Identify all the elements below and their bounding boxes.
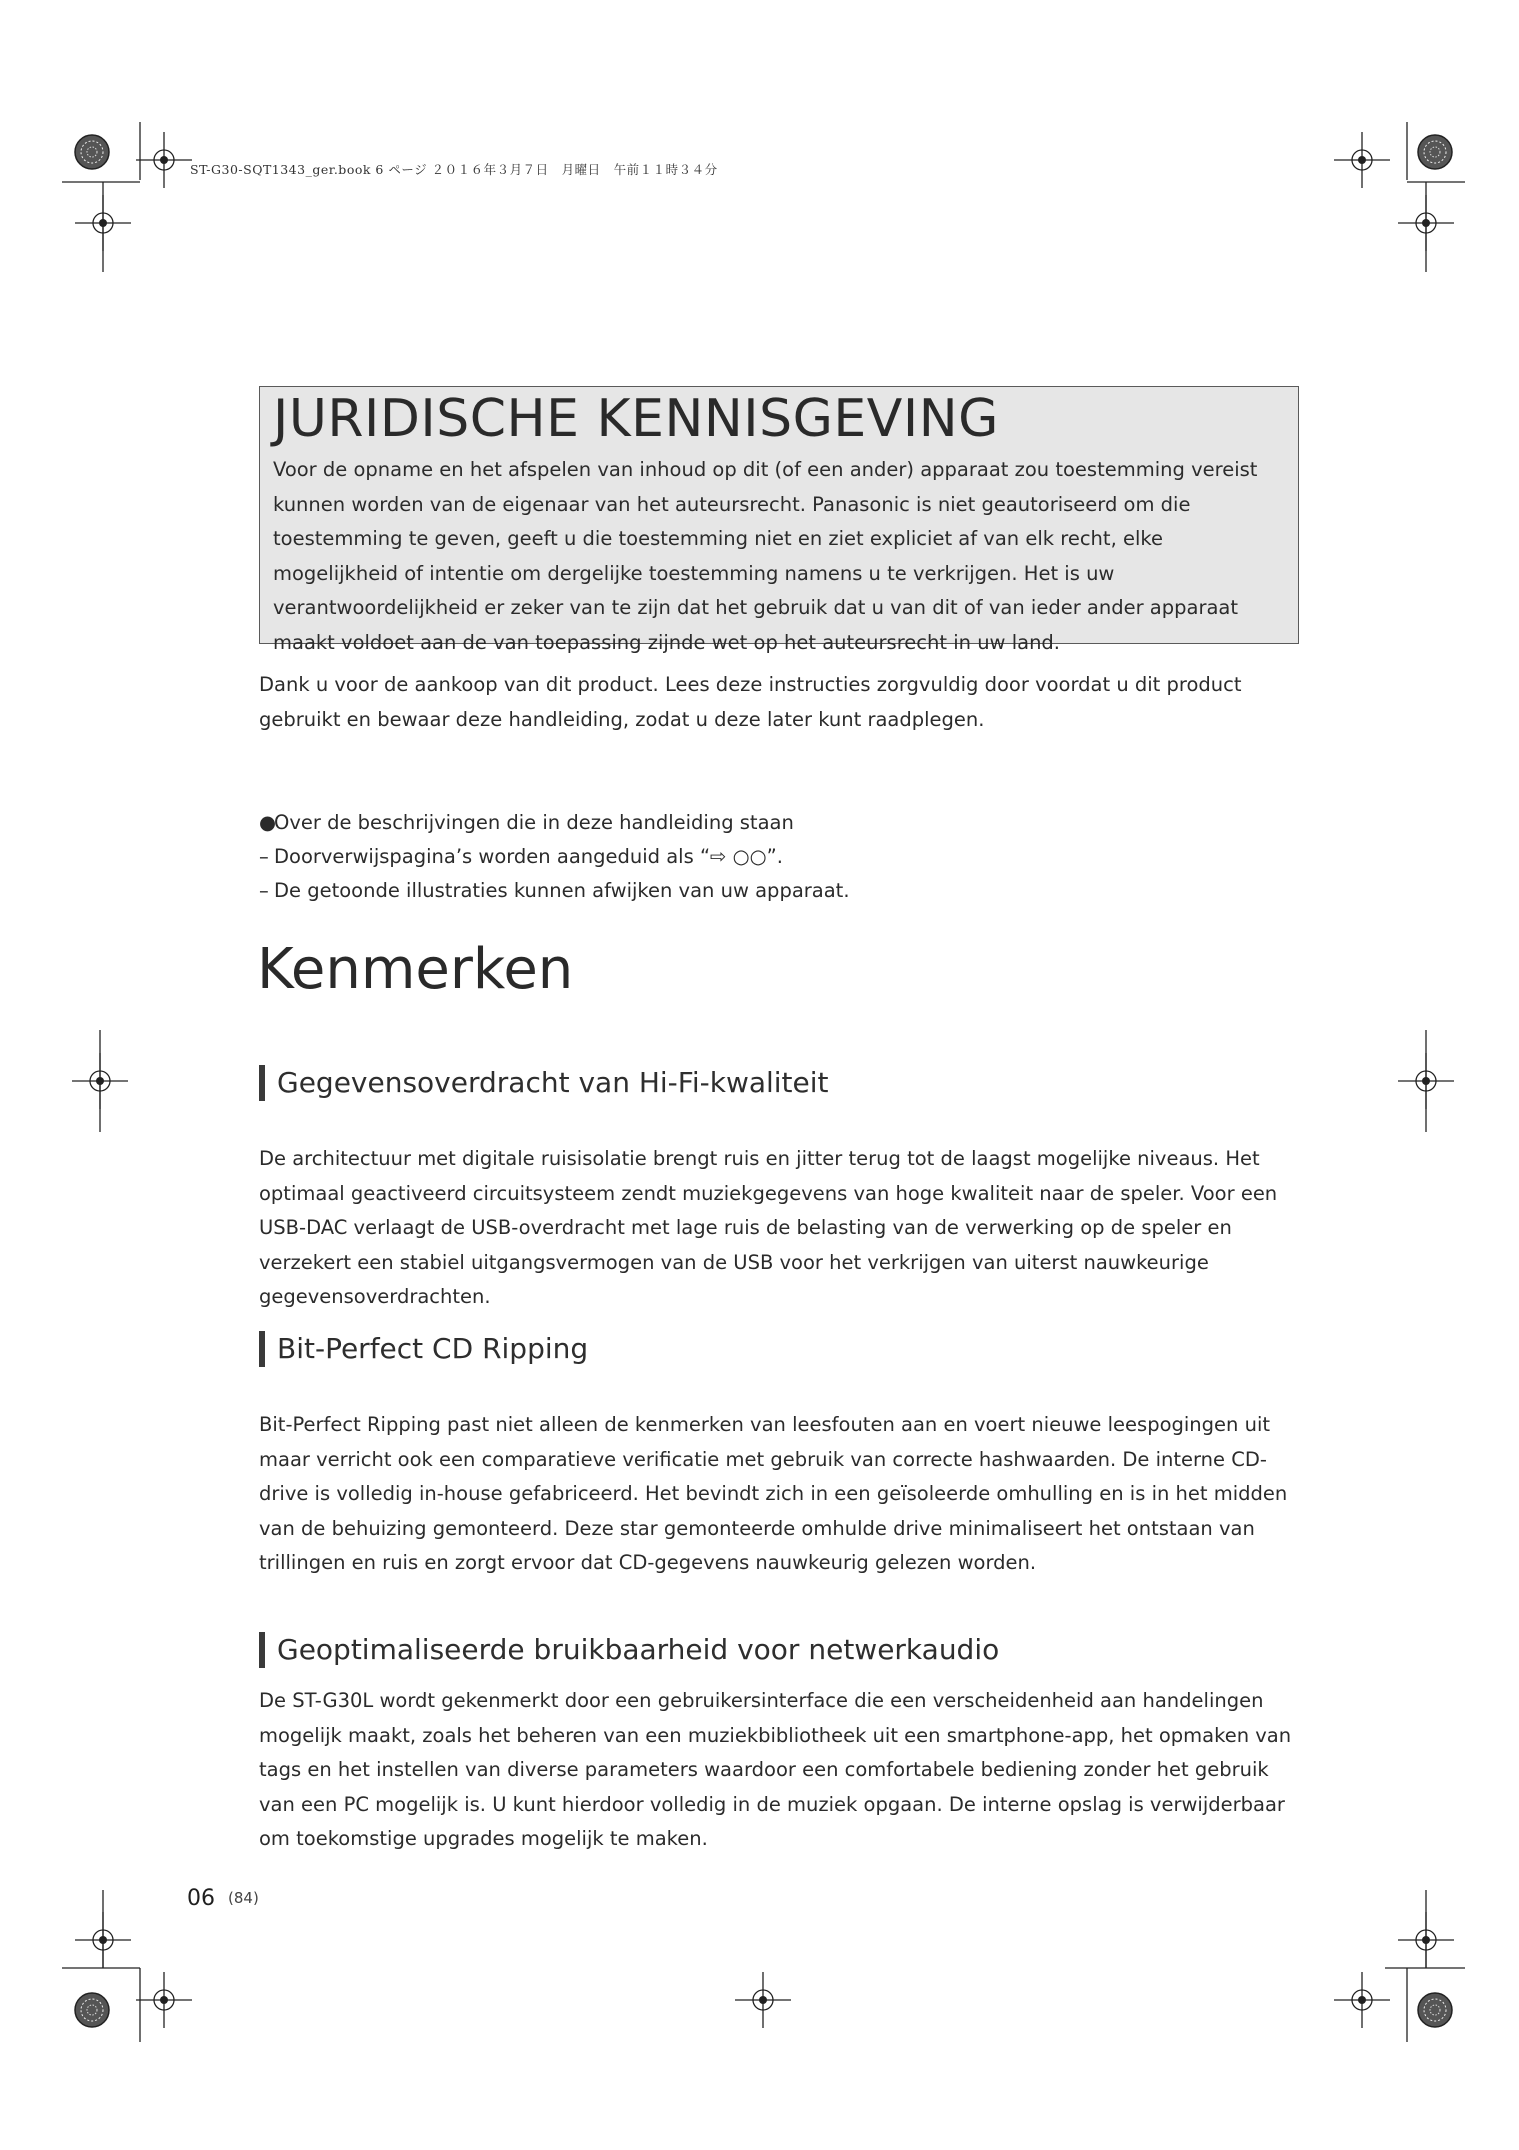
star-mark-icon	[1418, 135, 1452, 169]
sub-page-number: (84)	[228, 1889, 259, 1907]
note-text: Doorverwijspagina’s worden aangeduid als “⇨ ○○”.	[274, 845, 783, 868]
list-item	[259, 806, 794, 841]
note-text: Over de beschrijvingen die in deze handleiding staan	[274, 811, 794, 834]
intro-paragraph: Dank u voor de aankoop van dit product. Lees deze instructies zorgvuldig door voordat u dit product gebruikt en bewaar deze handleiding, zodat u deze later kunt raadplegen.	[259, 673, 1242, 731]
registration-mark-icon	[1334, 132, 1390, 188]
dash-icon: –	[259, 845, 269, 868]
section-heading: Gegevensoverdracht van Hi-Fi-kwaliteit	[259, 1065, 829, 1101]
registration-mark-icon	[136, 132, 192, 188]
print-info-header: ST-G30-SQT1343_ger.book 6 ページ ２０１６年３月７日 月曜日 午前１１時３４分	[190, 162, 718, 177]
bullet-icon: ●	[259, 811, 277, 834]
star-mark-icon	[1418, 1993, 1452, 2027]
page-number: 06	[187, 1886, 215, 1911]
star-mark-icon	[75, 1993, 109, 2027]
section-text: Bit-Perfect Ripping past niet alleen de kenmerken van leesfouten aan en voert nieuwe leespogingen uit maar verricht ook een comparatieve verificatie met gebruik van correcte hashwaarden. De interne CD-drive is volledig in-house gefabriceerd. Het bevindt zich in een geïsoleerde omhulling en is in het midden van de behuizing gemonteerd. Deze star gemonteerde omhulde drive minimaliseert het ontstaan van trillingen en ruis en zorgt ervoor dat CD-gegevens nauwkeurig gelezen worden.	[259, 1413, 1288, 1574]
section-text: De ST-G30L wordt gekenmerkt door een gebruikersinterface die een verscheidenheid aan handelingen mogelijk maakt, zoals het beheren van een muziekbibliotheek uit een smartphone-app, het opmaken van tags en het instellen van diverse parameters waardoor een comfortabele bediening zonder het gebruik van een PC mogelijk is. U kunt hierdoor volledig in de muziek opgaan. De interne opslag is verwijderbaar om toekomstige upgrades mogelijk te maken.	[259, 1689, 1292, 1850]
list-item	[259, 874, 850, 909]
legal-notice-box	[259, 386, 1299, 654]
section-heading: Bit-Perfect CD Ripping	[259, 1331, 588, 1367]
registration-mark-icon	[735, 1972, 791, 2028]
section-heading: Geoptimaliseerde bruikbaarheid voor netwerkaudio	[259, 1632, 999, 1668]
features-title: Kenmerken	[257, 937, 574, 1002]
dash-icon: –	[259, 879, 269, 902]
registration-mark-icon	[136, 1972, 192, 2028]
section-text: De architectuur met digitale ruisisolatie brengt ruis en jitter terug tot de laagst mogelijke niveaus. Het optimaal geactiveerd circuitsysteem zendt muziekgegevens van hoge kwaliteit naar de speler. Voor een USB-DAC verlaagt de USB-overdracht met lage ruis de belasting van de verwerking op de speler en verzekert een stabiel uitgangsvermogen van de USB voor het verkrijgen van uiterst nauwkeurige gegevensoverdrachten.	[259, 1147, 1278, 1308]
star-mark-icon	[75, 135, 109, 169]
list-item	[259, 840, 783, 875]
registration-mark-icon	[1334, 1972, 1390, 2028]
legal-notice-text: Voor de opname en het afspelen van inhoud op dit (of een ander) apparaat zou toestemming vereist kunnen worden van de eigenaar van het auteursrecht. Panasonic is niet geautoriseerd om die toestemming te geven, geeft u die toestemming niet en ziet expliciet af van elk recht, elke mogelijkheid of intentie om dergelijke toestemming namens u te verkrijgen. Het is uw verantwoordelijkheid er zeker van te zijn dat het gebruik dat u van dit of van ieder ander apparaat maakt voldoet aan de van toepassing zijnde wet op het auteursrecht in uw land.	[273, 458, 1258, 654]
legal-notice-title: JURIDISCHE KENNISGEVING	[273, 389, 999, 449]
note-text: De getoonde illustraties kunnen afwijken van uw apparaat.	[274, 879, 850, 902]
